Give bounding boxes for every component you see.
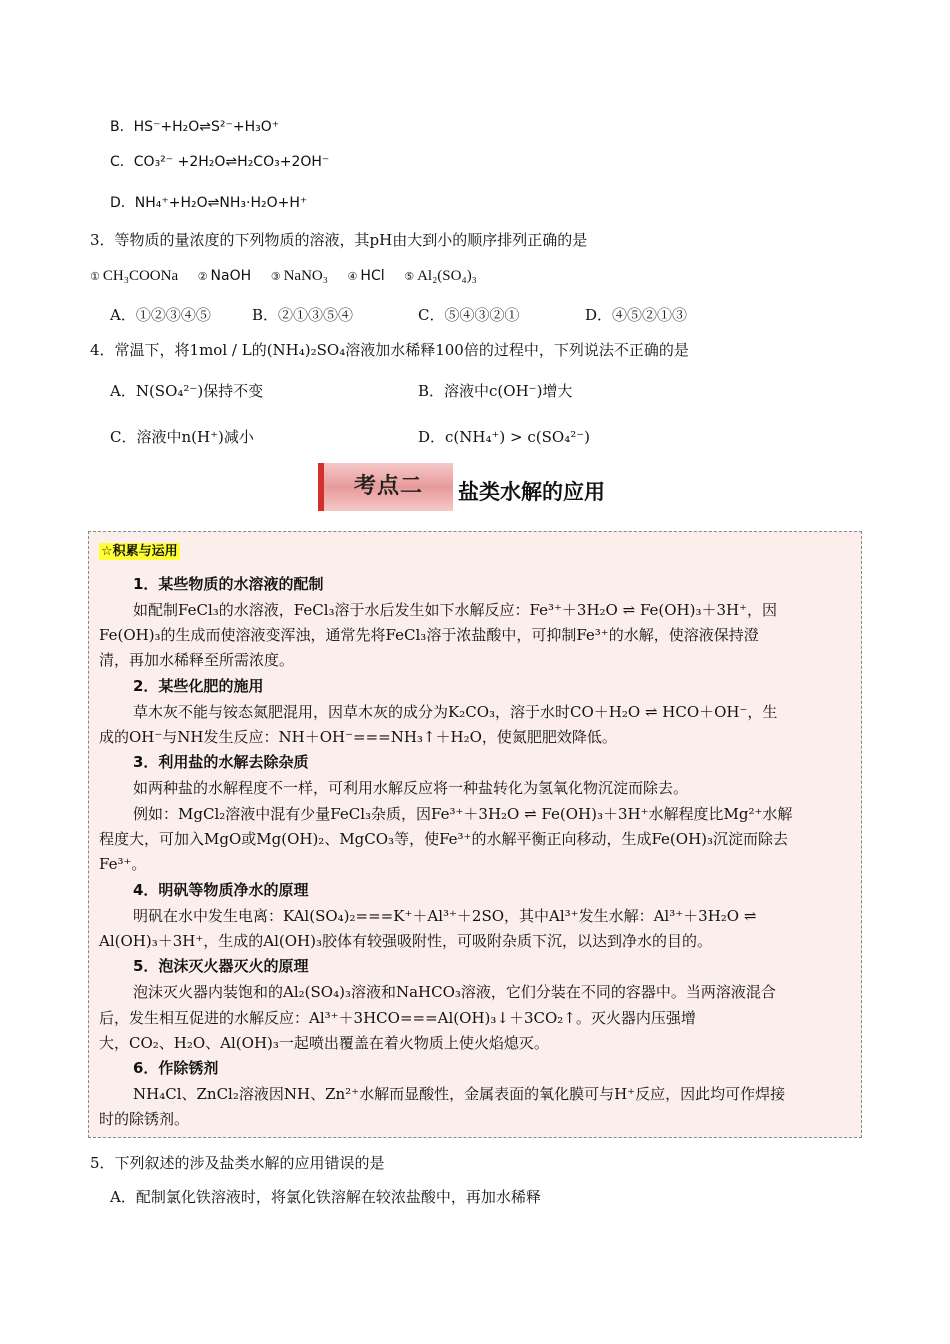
box-heading-5: 5．泡沫灭火器灭火的原理 (133, 957, 309, 975)
q3-option-c: C．⑤④③②① (418, 306, 520, 324)
q3-item-mark-3: ③ (270, 269, 281, 283)
section-title: 盐类水解的应用 (458, 480, 605, 504)
q2-option-c: C．CO₃²⁻ +2H₂O⇌H₂CO₃+2OH⁻ (110, 154, 330, 170)
q3-item-5: Al₂(SO₄)₃ (417, 268, 477, 284)
q3-item-mark-4: ④ (347, 269, 358, 283)
q3-option-b: B．②①③⑤④ (252, 306, 354, 324)
box-line: 明矾在水中发生电离：KAl(SO₄)₂===K⁺＋Al³⁺＋2SO，其中Al³⁺发生水解：Al³⁺＋3H₂O ⇌ (133, 907, 757, 925)
box-line: 例如：MgCl₂溶液中混有少量FeCl₃杂质，因Fe³⁺＋3H₂O ⇌ Fe(OH)₃＋3H⁺水解程度比Mg²⁺水解 (133, 805, 793, 823)
q4-option-b: B．溶液中c(OH⁻)增大 (418, 382, 573, 400)
q3-option-a: A．①②③④⑤ (110, 306, 211, 324)
section-badge: 考点二 (318, 463, 453, 511)
q3-option-d: D．④⑤②①③ (585, 306, 688, 324)
box-heading-6: 6．作除锈剂 (133, 1059, 219, 1077)
q4-stem: 4．常温下，将1mol / L的(NH₄)₂SO₄溶液加水稀释100倍的过程中，下列说法不正确的是 (90, 341, 689, 359)
box-line: NH₄Cl、ZnCl₂溶液因NH、Zn²⁺水解而显酸性，金属表面的氧化膜可与H⁺反应，因此均可作焊接 (133, 1085, 786, 1103)
q3-item-mark-1: ① (90, 269, 100, 283)
knowledge-box (88, 531, 862, 1138)
box-line: Al(OH)₃＋3H⁺，生成的Al(OH)₃胶体有较强吸附性，可吸附杂质下沉，以达到净水的目的。 (99, 932, 712, 950)
q2-option-d: D．NH₄⁺+H₂O⇌NH₃·H₂O+H⁺ (110, 195, 308, 211)
q3-item-mark-2: ② (197, 269, 208, 283)
box-heading-1: 1．某些物质的水溶液的配制 (133, 575, 324, 593)
box-line: 大，CO₂、H₂O、Al(OH)₃一起喷出覆盖在着火物质上使火焰熄灭。 (99, 1034, 549, 1052)
box-heading-2: 2．某些化肥的施用 (133, 677, 264, 695)
q3-item-2: NaOH (210, 268, 252, 284)
box-line: 如配制FeCl₃的水溶液，FeCl₃溶于水后发生如下水解反应：Fe³⁺＋3H₂O ⇌ Fe(OH)₃＋3H⁺，因 (133, 601, 778, 619)
q3-item-mark-5: ⑤ (404, 269, 415, 283)
q3-items (90, 265, 477, 286)
box-line: 草木灰不能与铵态氮肥混用，因草木灰的成分为K₂CO₃，溶于水时CO＋H₂O ⇌ HCO＋OH⁻，生 (133, 703, 778, 721)
q2-option-b: B．HS⁻+H₂O⇌S²⁻+H₃O⁺ (110, 119, 280, 135)
box-line: Fe³⁺。 (99, 855, 147, 873)
box-line: 程度大，可加入MgO或Mg(OH)₂、MgCO₃等，使Fe³⁺的水解平衡正向移动，生成Fe(OH)₃沉淀而除去 (99, 830, 789, 848)
q4-option-a: A．N(SO₄²⁻)保持不变 (110, 382, 264, 400)
box-line: 时的除锈剂。 (99, 1110, 190, 1128)
q3-item-1: CH₃COONa (102, 268, 179, 284)
q4-option-d: D．c(NH₄⁺) > c(SO₄²⁻) (418, 428, 590, 446)
q3-stem: 3．等物质的量浓度的下列物质的溶液，其pH由大到小的顺序排列正确的是 (90, 231, 588, 249)
box-line: Fe(OH)₃的生成而使溶液变浑浊，通常先将FeCl₃溶于浓盐酸中，可抑制Fe³⁺的水解，使溶液保持澄 (99, 626, 759, 644)
q3-item-4: HCl (360, 268, 385, 284)
q4-option-c: C．溶液中n(H⁺)减小 (110, 428, 254, 446)
q3-item-3: NaNO₃ (283, 268, 328, 284)
box-line: 如两种盐的水解程度不一样，可利用水解反应将一种盐转化为氢氧化物沉淀而除去。 (133, 779, 689, 797)
box-tag: ☆积累与运用 (101, 544, 178, 559)
box-line: 清，再加水稀释至所需浓度。 (99, 651, 295, 669)
box-heading-4: 4．明矾等物质净水的原理 (133, 881, 309, 899)
q5-option-a: A．配制氯化铁溶液时，将氯化铁溶解在较浓盐酸中，再加水稀释 (110, 1188, 541, 1206)
q5-stem: 5．下列叙述的涉及盐类水解的应用错误的是 (90, 1154, 385, 1172)
box-heading-3: 3．利用盐的水解去除杂质 (133, 753, 309, 771)
box-line: 成的OH⁻与NH发生反应：NH＋OH⁻===NH₃↑＋H₂O，使氮肥肥效降低。 (99, 728, 617, 746)
box-line: 后，发生相互促进的水解反应：Al³⁺＋3HCO===Al(OH)₃↓＋3CO₂↑。灭火器内压强增 (99, 1009, 696, 1027)
box-line: 泡沫灭火器内装饱和的Al₂(SO₄)₃溶液和NaHCO₃溶液，它们分装在不同的容器中。当两溶液混合 (133, 983, 776, 1001)
